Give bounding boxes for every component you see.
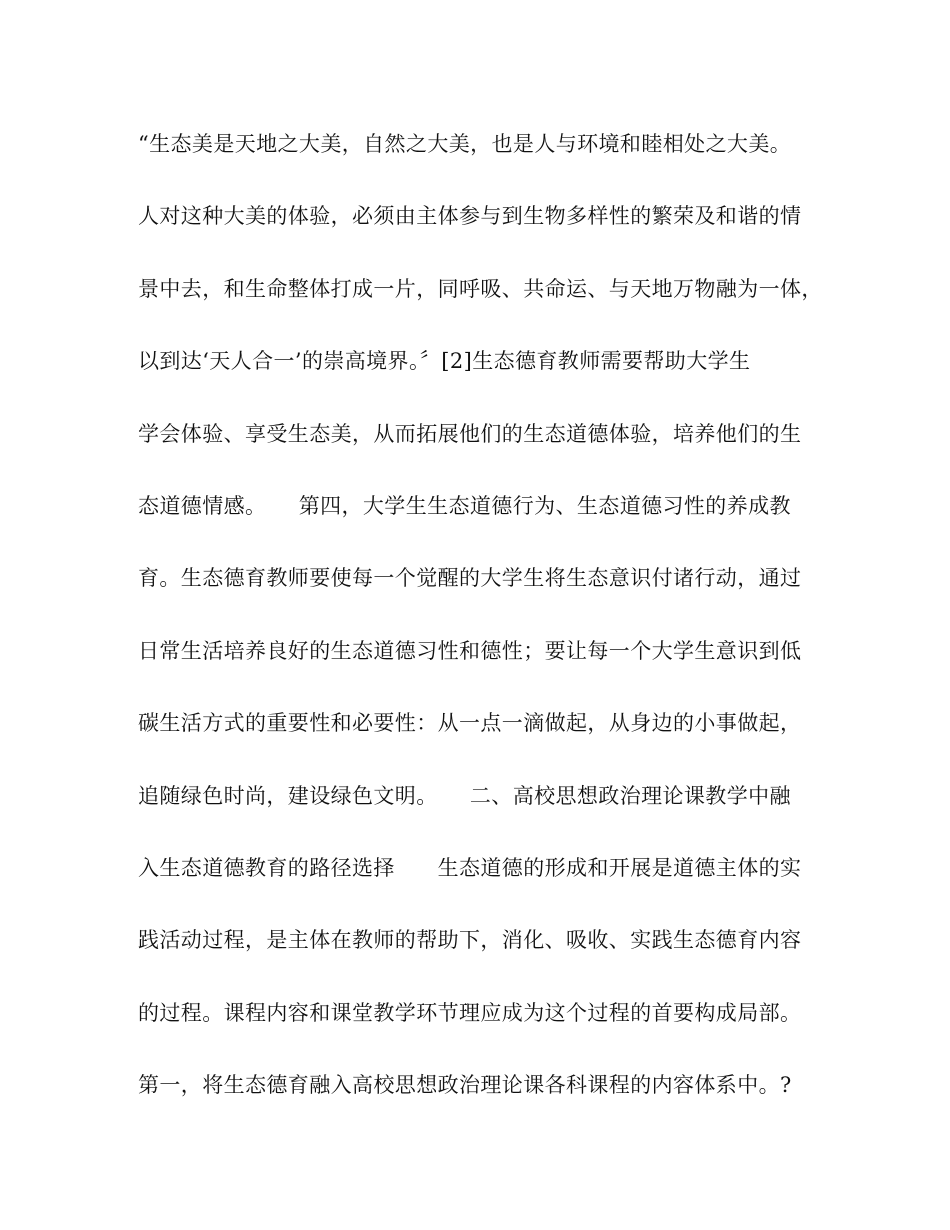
text-line-12: 践活动过程，是主体在教师的帮助下，消化、吸收、实践生态德育内容 [138,928,802,953]
text-line-11: 入生态道德教育的路径选择 生态道德的形成和开展是道德主体的实 [138,855,802,880]
text-line-7: 育。生态德育教师要使每一个觉醒的大学生将生态意识付诸行动，通过 [138,566,802,591]
text-line-2: 人对这种大美的体验，必须由主体参与到生物多样性的繁荣及和谐的情 [138,204,802,229]
body-text [138,129,838,1142]
text-line-8: 日常生活培养良好的生态道德习性和德性；要让每一个大学生意识到低 [138,638,802,663]
text-line-6: 态道德情感。 第四，大学生生态道德行为、生态道德习性的养成教 [138,493,791,518]
text-line-9: 碳生活方式的重要性和必要性：从一点一滴做起，从身边的小事做起， [138,711,802,736]
text-line-4: 以到达‘天人合一’的崇高境界。〞[2]生态德育教师需要帮助大学生 [138,349,751,374]
text-line-13: 的过程。课程内容和课堂教学环节理应成为这个过程的首要构成局部。 [138,1000,802,1025]
text-line-5: 学会体验、享受生态美，从而拓展他们的生态道德体验，培养他们的生 [138,421,802,446]
text-line-10: 追随绿色时尚，建设绿色文明。 二、高校思想政治理论课教学中融 [138,783,791,808]
text-line-3: 景中去，和生命整体打成一片，同呼吸、共命运、与天地万物融为一体， [138,276,823,301]
text-line-14: 第一，将生态德育融入高校思想政治理论课各科课程的内容体系中。? [138,1073,792,1098]
text-line-1: “生态美是天地之大美，自然之大美，也是人与环境和睦相处之大美。 [138,132,792,156]
